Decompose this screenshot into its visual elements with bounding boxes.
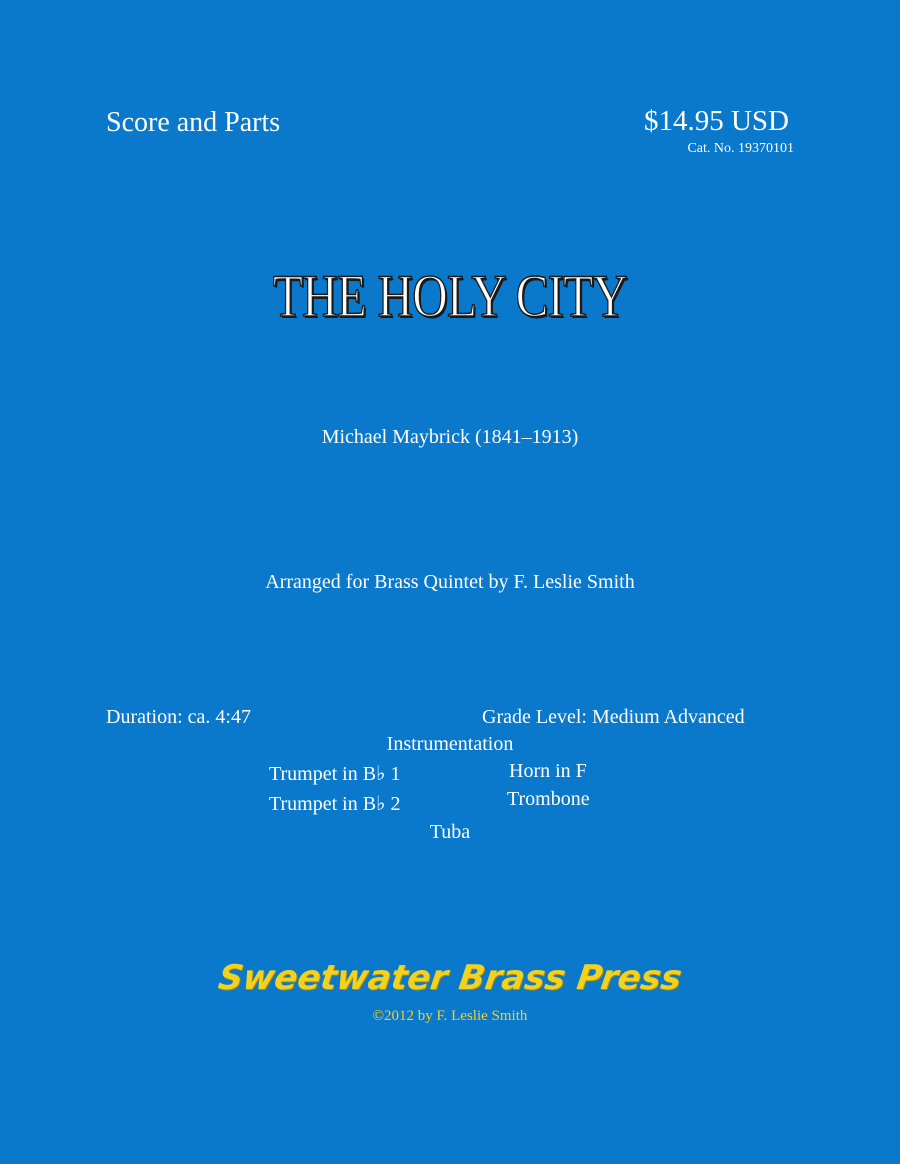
instrumentation-heading: Instrumentation [386,733,514,755]
score-and-parts-label: Score and Parts [106,107,281,138]
price: $14.95 USD [643,105,789,137]
instrument-trumpet-2: Trumpet in B♭ 2 [269,793,401,815]
instrument-horn: Horn in F [509,760,587,782]
composer: Michael Maybrick (1841–1913) [321,426,579,448]
publisher-logo: Sweetwater Brass Press [215,958,685,998]
copyright: ©2012 by F. Leslie Smith [372,1008,528,1024]
grade-level: Grade Level: Medium Advanced [482,706,745,728]
catalog-number: Cat. No. 19370101 [687,141,794,156]
duration: Duration: ca. 4:47 [106,706,251,728]
arranger: Arranged for Brass Quintet by F. Leslie Smith [265,571,635,593]
instrument-tuba: Tuba [429,821,471,843]
instrument-trombone: Trombone [507,788,590,810]
instrument-trumpet-1: Trumpet in B♭ 1 [269,763,401,785]
page-title: THE HOLY CITY [272,263,628,329]
